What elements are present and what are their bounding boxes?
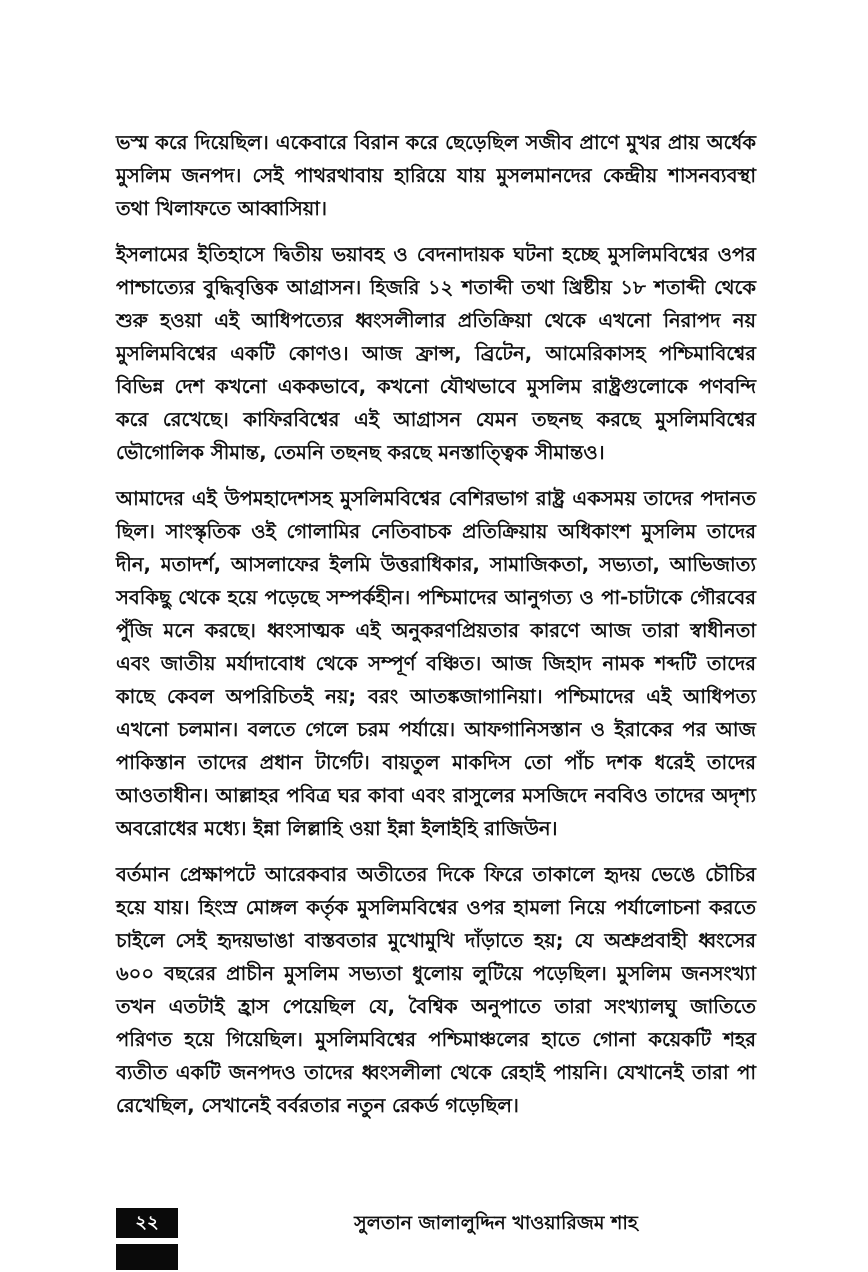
footer-black-block xyxy=(116,1244,178,1270)
paragraph: ইসলামের ইতিহাসে দ্বিতীয় ভয়াবহ ও বেদনাদায়ক ঘটনা হচ্ছে মুসলিমবিশ্বের ওপর পাশ্চাত্যের বুদ্ধিবৃত্তিক আগ্রাসন। হিজরি ১২ শতাব্দী তথা খ্রিষ্টীয় ১৮ শতাব্দী থেকে শুরু হওয়া এই আধিপত্যের ধ্বংসলীলার প্রতিক্রিয়া থেকে এখনো নিরাপদ নয় মুসলিমবিশ্বের একটি কোণও। আজ ফ্রান্স, ব্রিটেন, আমেরিকাসহ পশ্চিমাবিশ্বের বিভিন্ন দেশ কখনো এককভাবে, কখনো যৌথভাবে মুসলিম রাষ্ট্রগুলোকে পণবন্দি করে রেখেছে। কাফিরবিশ্বের এই আগ্রাসন যেমন তছনছ করছে মুসলিমবিশ্বের ভৌগোলিক সীমান্ত, তেমনি তছনছ করছে মনস্তাত্ত্বিক সীমান্তও। xyxy=(116,243,756,464)
paragraph: আমাদের এই উপমহাদেশসহ মুসলিমবিশ্বের বেশিরভাগ রাষ্ট্র একসময় তাদের পদানত ছিল। সাংস্কৃতিক ওই গোলামির নেতিবাচক প্রতিক্রিয়ায় অধিকাংশ মুসলিম তাদের দীন, মতাদর্শ, আসলাফের ইলমি উত্তরাধিকার, সামাজিকতা, সভ্যতা, আভিজাত্য সবকিছু থেকে হয়ে পড়েছে সম্পর্কহীন। পশ্চিমাদের আনুগত্য ও পা-চাটাকে গৌরবের পুঁজি মনে করছে। ধ্বংসাত্মক এই অনুকরণপ্রিয়তার কারণে আজ তারা স্বাধীনতা এবং জাতীয় মর্যাদাবোধ থেকে সম্পূর্ণ বঞ্চিত। আজ জিহাদ নামক শব্দটি তাদের কাছে কেবল অপরিচিতই নয়; বরং আতঙ্কজাগানিয়া। পশ্চিমাদের এই আধিপত্য এখনো চলমান। বলতে গেলে চরম পর্যায়ে। আফগানিসস্তান ও ইরাকের পর আজ পাকিস্তান তাদের প্রধান টার্গেট। বায়তুল মাকদিস তো পাঁচ দশক ধরেই তাদের আওতাধীন। আল্লাহর পবিত্র ঘর কাবা এবং রাসুলের মসজিদে নববিও তাদের অদৃশ্য অবরোধের মধ্যে। ইন্না লিল্লাহি ওয়া ইন্না ইলাইহি রাজিউন। xyxy=(116,487,756,840)
paragraph: ভস্ম করে দিয়েছিল। একেবারে বিরান করে ছেড়েছিল সজীব প্রাণে মুখর প্রায় অর্ধেক মুসলিম জনপদ। সেই পাথরথাবায় হারিয়ে যায় মুসলমানদের কেন্দ্রীয় শাসনব্যবস্থা তথা খিলাফতে আব্বাসিয়া। xyxy=(116,131,756,220)
page-number: ২২ xyxy=(116,1208,178,1238)
running-title: সুলতান জালালুদ্দিন খাওয়ারিজম শাহ xyxy=(354,1212,638,1234)
paragraph: বর্তমান প্রেক্ষাপটে আরেকবার অতীতের দিকে ফিরে তাকালে হৃদয় ভেঙে চৌচির হয়ে যায়। হিংস্র মোঙ্গল কর্তৃক মুসলিমবিশ্বের ওপর হামলা নিয়ে পর্যালোচনা করতে চাইলে সেই হৃদয়ভাঙা বাস্তবতার মুখোমুখি দাঁড়াতে হয়; যে অশ্রুপ্রবাহী ধ্বংসের ৬০০ বছরের প্রাচীন মুসলিম সভ্যতা ধুলোয় লুটিয়ে পড়েছিল। মুসলিম জনসংখ্যা তখন এতটাই হ্রাস পেয়েছিল যে, বৈশ্বিক অনুপাতে তারা সংখ্যালঘু জাতিতে পরিণত হয়ে গিয়েছিল। মুসলিমবিশ্বের পশ্চিমাঞ্চলের হাতে গোনা কয়েকটি শহর ব্যতীত একটি জনপদও তাদের ধ্বংসলীলা থেকে রেহাই পায়নি। যেখানেই তারা পা রেখেছিল, সেখানেই বর্বরতার নতুন রেকর্ড গড়েছিল। xyxy=(116,863,756,1117)
body-text xyxy=(116,126,756,1135)
page-footer xyxy=(116,1208,756,1272)
